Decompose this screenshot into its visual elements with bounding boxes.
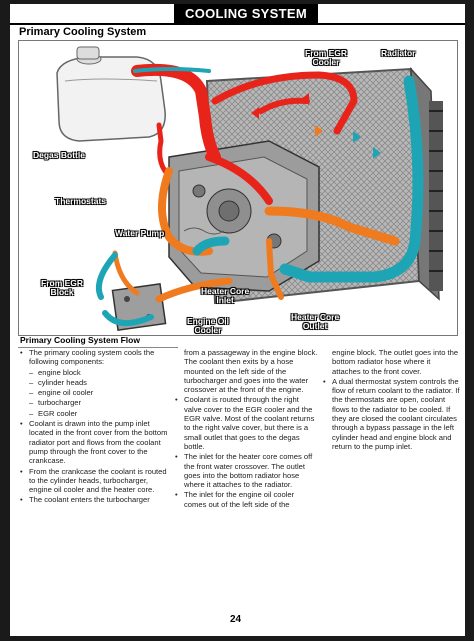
- cooling-system-diagram: [18, 40, 458, 336]
- continued-text: from a passageway in the engine block. The coolant then exits by a hose mounted on the left side of the turbocharger and goes into the water crossover at the front of the engine.: [184, 348, 318, 395]
- manual-page: [10, 4, 465, 636]
- label-from-egr-block-line2: Block: [50, 287, 74, 297]
- page-number: 24: [230, 614, 242, 625]
- label-heater-core-outlet-line1: Heater Core: [291, 312, 340, 322]
- label-water-pump: Water Pump: [115, 228, 165, 238]
- bullet-intro: • The primary cooling system cools the following components:: [18, 348, 168, 367]
- label-from-egr-cooler-line2: Cooler: [312, 57, 340, 67]
- bullet-item: • Coolant is routed through the right valve cover to the EGR cooler and the EGR valve. Most of the coolant returns to the right valve cover, but there is a small outlet that goes to the degas bottle.: [173, 395, 318, 451]
- bullet-item: • The inlet for the engine oil cooler comes out of the left side of the: [173, 490, 318, 509]
- text-column-2: [173, 348, 318, 510]
- bullet-item: • Coolant is drawn into the pump inlet located in the front cover from the bottom radiator port and flows from the coolant pump through the front cover to the crankcase.: [18, 419, 168, 465]
- degas-bottle-illustration: [57, 47, 165, 141]
- component-item: – cylinder heads: [18, 378, 168, 387]
- label-engine-oil-cooler-line1: Engine Oil: [187, 316, 230, 326]
- continued-text: engine block. The outlet goes into the bottom radiator hose where it attaches to the front cover.: [332, 348, 459, 376]
- label-heater-core-inlet-line1: Heater Core: [201, 286, 250, 296]
- label-degas-bottle: Degas Bottle: [33, 150, 85, 160]
- bullet-item: • A dual thermostat system controls the flow of return coolant to the radiator. If the thermostats are open, coolant flows to the radiator to be cooled. If they are closed the coolant circulates through a bypass passage in the left cylinder head and engine block and return to the pump inlet.: [321, 377, 461, 451]
- label-thermostats: Thermostats: [55, 196, 107, 206]
- label-from-egr-block-line1: From EGR: [41, 278, 84, 288]
- label-heater-core-outlet: [291, 313, 339, 331]
- text-column-1: [18, 348, 168, 506]
- label-from-egr-cooler: [305, 49, 347, 67]
- label-from-egr-cooler-line1: From EGR: [305, 48, 348, 58]
- text-column-3: [321, 348, 461, 452]
- label-heater-core-outlet-line2: Outlet: [302, 321, 328, 331]
- label-engine-oil-cooler: [187, 317, 229, 335]
- flow-section-title: Primary Cooling System Flow: [18, 335, 178, 348]
- section-title: Primary Cooling System: [19, 26, 147, 38]
- component-item: – engine oil cooler: [18, 388, 168, 397]
- bullet-item: • The inlet for the heater core comes off the front water crossover. The outlet goes into the bottom radiator hose where it attaches to the radiator.: [173, 452, 318, 489]
- page-header-title: COOLING SYSTEM: [174, 4, 318, 24]
- label-engine-oil-cooler-line2: Cooler: [194, 325, 222, 335]
- bullet-item: • From the crankcase the coolant is routed to the cylinder heads, turbocharger, engine oil cooler and the heater core.: [18, 467, 168, 495]
- bullet-item: • The coolant enters the turbocharger: [18, 495, 168, 504]
- label-radiator: Radiator: [381, 48, 416, 58]
- component-item: – EGR cooler: [18, 409, 168, 418]
- header-rule: [10, 23, 465, 25]
- label-from-egr-block: [41, 279, 83, 297]
- component-item: – engine block: [18, 368, 168, 377]
- label-heater-core-inlet: [201, 287, 249, 305]
- component-item: – turbocharger: [18, 398, 168, 407]
- label-heater-core-inlet-line2: Inlet: [216, 295, 234, 305]
